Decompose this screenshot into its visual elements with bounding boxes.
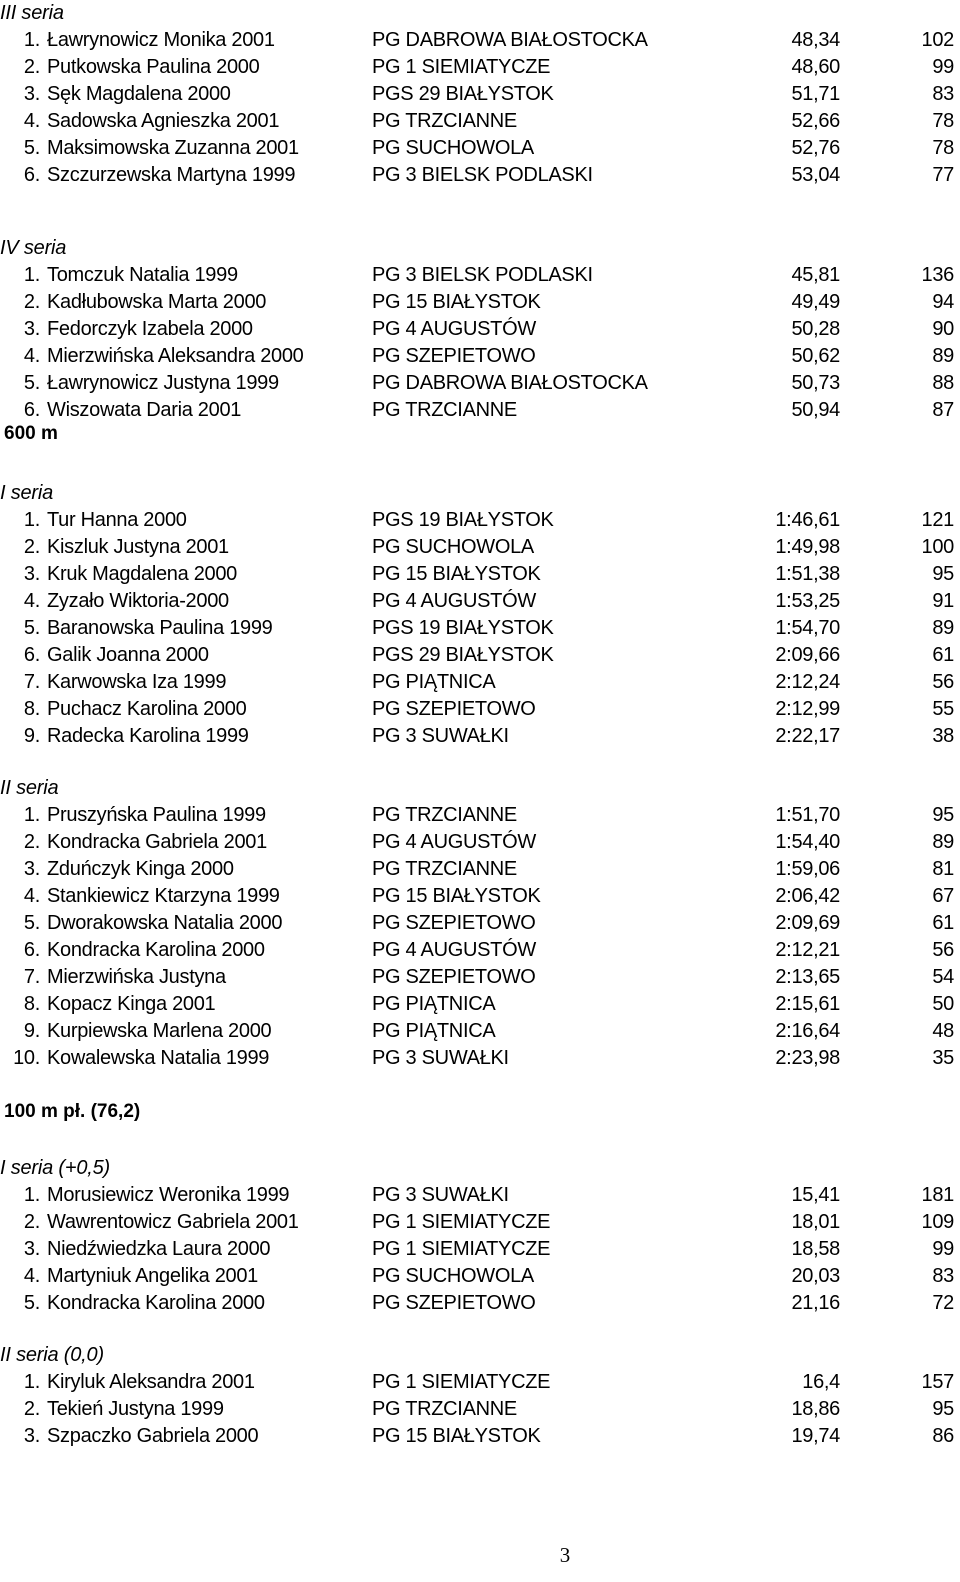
- event-title: 600 m: [4, 423, 58, 444]
- athlete-name: Kowalewska Natalia 1999: [47, 1047, 270, 1069]
- place-number: 7.: [23, 671, 40, 693]
- result-row: [0, 534, 960, 561]
- result-row: [0, 162, 960, 189]
- result-points: 181: [921, 1184, 954, 1206]
- athlete-name: Maksimowska Zuzanna 2001: [47, 137, 299, 159]
- result-points: 78: [932, 110, 954, 132]
- athlete-name: Puchacz Karolina 2000: [47, 698, 247, 720]
- result-points: 50: [932, 993, 954, 1015]
- athlete-name: Niedźwiedzka Laura 2000: [47, 1238, 271, 1260]
- result-time: 50,94: [791, 399, 840, 421]
- result-row: [0, 910, 960, 937]
- result-time: 2:16,64: [775, 1020, 840, 1042]
- club-name: PG 3 SUWAŁKI: [372, 1184, 509, 1206]
- result-time: 1:54,40: [775, 831, 840, 853]
- result-time: 2:22,17: [775, 725, 840, 747]
- series-title: III seria: [0, 2, 64, 24]
- athlete-name: Wiszowata Daria 2001: [47, 399, 242, 421]
- place-number: 5.: [23, 1292, 40, 1314]
- club-name: PG 3 BIELSK PODLASKI: [372, 164, 593, 186]
- result-points: 78: [932, 137, 954, 159]
- club-name: PG 4 AUGUSTÓW: [372, 939, 536, 961]
- athlete-name: Ławrynowicz Monika 2001: [47, 29, 275, 51]
- club-name: PG SZEPIETOWO: [372, 966, 536, 988]
- result-points: 94: [932, 291, 954, 313]
- club-name: PG SUCHOWOLA: [372, 137, 534, 159]
- result-row: [0, 696, 960, 723]
- result-time: 18,01: [791, 1211, 840, 1233]
- result-row: [0, 507, 960, 534]
- place-number: 2.: [23, 56, 40, 78]
- club-name: PG PIĄTNICA: [372, 993, 496, 1015]
- result-points: 54: [932, 966, 954, 988]
- place-number: 6.: [23, 939, 40, 961]
- event-title: 100 m pł. (76,2): [4, 1101, 141, 1122]
- result-points: 67: [932, 885, 954, 907]
- athlete-name: Mierzwińska Justyna: [47, 966, 226, 988]
- result-points: 109: [921, 1211, 954, 1233]
- athlete-name: Ławrynowicz Justyna 1999: [47, 372, 279, 394]
- result-row: [0, 81, 960, 108]
- result-time: 2:12,99: [775, 698, 840, 720]
- place-number: 5.: [23, 912, 40, 934]
- result-time: 45,81: [791, 264, 840, 286]
- athlete-name: Radecka Karolina 1999: [47, 725, 249, 747]
- result-points: 136: [921, 264, 954, 286]
- athlete-name: Morusiewicz Weronika 1999: [47, 1184, 290, 1206]
- result-points: 88: [932, 372, 954, 394]
- result-row: [0, 54, 960, 81]
- athlete-name: Tekień Justyna 1999: [47, 1398, 224, 1420]
- athlete-name: Sęk Magdalena 2000: [47, 83, 231, 105]
- place-number: 4.: [23, 345, 40, 367]
- place-number: 3.: [23, 1425, 40, 1447]
- result-time: 50,73: [791, 372, 840, 394]
- place-number: 4.: [23, 110, 40, 132]
- series-title: II seria (0,0): [0, 1344, 104, 1366]
- result-row: [0, 588, 960, 615]
- result-time: 1:53,25: [775, 590, 840, 612]
- result-row: [0, 642, 960, 669]
- athlete-name: Kopacz Kinga 2001: [47, 993, 216, 1015]
- result-row: [0, 316, 960, 343]
- result-time: 20,03: [791, 1265, 840, 1287]
- place-number: 3.: [23, 318, 40, 340]
- athlete-name: Kadłubowska Marta 2000: [47, 291, 267, 313]
- place-number: 1.: [23, 264, 40, 286]
- result-points: 89: [932, 345, 954, 367]
- series-title: I seria: [0, 482, 54, 504]
- result-points: 95: [932, 1398, 954, 1420]
- result-row: [0, 561, 960, 588]
- result-points: 56: [932, 671, 954, 693]
- athlete-name: Kondracka Karolina 2000: [47, 939, 265, 961]
- result-points: 87: [932, 399, 954, 421]
- place-number: 5.: [23, 137, 40, 159]
- result-row: [0, 262, 960, 289]
- place-number: 3.: [23, 858, 40, 880]
- result-points: 56: [932, 939, 954, 961]
- result-row: [0, 829, 960, 856]
- result-row: [0, 27, 960, 54]
- result-time: 2:13,65: [775, 966, 840, 988]
- place-number: 2.: [23, 536, 40, 558]
- athlete-name: Martyniuk Angelika 2001: [47, 1265, 259, 1287]
- result-row: [0, 615, 960, 642]
- place-number: 2.: [23, 1211, 40, 1233]
- place-number: 1.: [23, 804, 40, 826]
- club-name: PG TRZCIANNE: [372, 804, 517, 826]
- place-number: 8.: [23, 993, 40, 1015]
- athlete-name: Kiryluk Aleksandra 2001: [47, 1371, 255, 1393]
- athlete-name: Wawrentowicz Gabriela 2001: [47, 1211, 299, 1233]
- athlete-name: Kurpiewska Marlena 2000: [47, 1020, 272, 1042]
- result-row: [0, 108, 960, 135]
- club-name: PG 3 SUWAŁKI: [372, 725, 509, 747]
- result-time: 52,76: [791, 137, 840, 159]
- place-number: 2.: [23, 831, 40, 853]
- result-time: 1:46,61: [775, 509, 840, 531]
- club-name: PG 15 BIAŁYSTOK: [372, 563, 541, 585]
- result-points: 95: [932, 804, 954, 826]
- result-row: [0, 1182, 960, 1209]
- place-number: 4.: [23, 1265, 40, 1287]
- place-number: 3.: [23, 563, 40, 585]
- result-points: 90: [932, 318, 954, 340]
- club-name: PG TRZCIANNE: [372, 858, 517, 880]
- result-row: [0, 1369, 960, 1396]
- result-time: 50,62: [791, 345, 840, 367]
- result-row: [0, 289, 960, 316]
- club-name: PG 3 SUWAŁKI: [372, 1047, 509, 1069]
- place-number: 6.: [23, 164, 40, 186]
- club-name: PG PIĄTNICA: [372, 671, 496, 693]
- result-row: [0, 135, 960, 162]
- athlete-name: Szpaczko Gabriela 2000: [47, 1425, 259, 1447]
- club-name: PG TRZCIANNE: [372, 399, 517, 421]
- result-time: 49,49: [791, 291, 840, 313]
- result-time: 2:06,42: [775, 885, 840, 907]
- result-time: 1:54,70: [775, 617, 840, 639]
- result-time: 2:23,98: [775, 1047, 840, 1069]
- result-row: [0, 1045, 960, 1072]
- result-time: 2:12,24: [775, 671, 840, 693]
- result-time: 51,71: [791, 83, 840, 105]
- club-name: PGS 19 BIAŁYSTOK: [372, 509, 554, 531]
- club-name: PG 15 BIAŁYSTOK: [372, 1425, 541, 1447]
- result-points: 89: [932, 831, 954, 853]
- club-name: PG 4 AUGUSTÓW: [372, 590, 536, 612]
- place-number: 2.: [23, 1398, 40, 1420]
- club-name: PG SUCHOWOLA: [372, 536, 534, 558]
- result-time: 19,74: [791, 1425, 840, 1447]
- result-points: 38: [932, 725, 954, 747]
- place-number: 1.: [23, 29, 40, 51]
- result-points: 91: [932, 590, 954, 612]
- athlete-name: Mierzwińska Aleksandra 2000: [47, 345, 304, 367]
- place-number: 4.: [23, 885, 40, 907]
- club-name: PG SZEPIETOWO: [372, 345, 536, 367]
- series-title: I seria (+0,5): [0, 1157, 111, 1179]
- athlete-name: Stankiewicz Ktarzyna 1999: [47, 885, 280, 907]
- athlete-name: Kondracka Karolina 2000: [47, 1292, 265, 1314]
- club-name: PG 4 AUGUSTÓW: [372, 831, 536, 853]
- place-number: 7.: [23, 966, 40, 988]
- place-number: 2.: [23, 291, 40, 313]
- result-row: [0, 856, 960, 883]
- club-name: PG SZEPIETOWO: [372, 698, 536, 720]
- club-name: PG 4 AUGUSTÓW: [372, 318, 536, 340]
- result-points: 100: [921, 536, 954, 558]
- result-time: 1:51,38: [775, 563, 840, 585]
- athlete-name: Tomczuk Natalia 1999: [47, 264, 238, 286]
- result-row: [0, 397, 960, 424]
- place-number: 8.: [23, 698, 40, 720]
- place-number: 6.: [23, 399, 40, 421]
- result-points: 102: [921, 29, 954, 51]
- result-row: [0, 802, 960, 829]
- result-time: 48,60: [791, 56, 840, 78]
- series-title: II seria: [0, 777, 59, 799]
- club-name: PG SUCHOWOLA: [372, 1265, 534, 1287]
- place-number: 10.: [13, 1047, 40, 1069]
- result-time: 2:15,61: [775, 993, 840, 1015]
- athlete-name: Kiszluk Justyna 2001: [47, 536, 229, 558]
- result-row: [0, 1018, 960, 1045]
- result-time: 2:12,21: [775, 939, 840, 961]
- club-name: PG 1 SIEMIATYCZE: [372, 1211, 551, 1233]
- result-points: 48: [932, 1020, 954, 1042]
- page-number: 3: [559, 1543, 571, 1567]
- athlete-name: Dworakowska Natalia 2000: [47, 912, 283, 934]
- athlete-name: Kruk Magdalena 2000: [47, 563, 237, 585]
- club-name: PG SZEPIETOWO: [372, 912, 536, 934]
- athlete-name: Baranowska Paulina 1999: [47, 617, 273, 639]
- result-points: 72: [932, 1292, 954, 1314]
- place-number: 9.: [23, 725, 40, 747]
- result-row: [0, 1290, 960, 1317]
- result-points: 99: [932, 56, 954, 78]
- place-number: 4.: [23, 590, 40, 612]
- club-name: PG 1 SIEMIATYCZE: [372, 1371, 551, 1393]
- place-number: 5.: [23, 617, 40, 639]
- result-time: 50,28: [791, 318, 840, 340]
- club-name: PG DABROWA BIAŁOSTOCKA: [372, 372, 648, 394]
- result-row: [0, 937, 960, 964]
- result-time: 48,34: [791, 29, 840, 51]
- athlete-name: Zyzało Wiktoria-2000: [47, 590, 229, 612]
- result-row: [0, 1396, 960, 1423]
- club-name: PG PIĄTNICA: [372, 1020, 496, 1042]
- result-time: 16,4: [802, 1371, 840, 1393]
- place-number: 6.: [23, 644, 40, 666]
- place-number: 1.: [23, 1371, 40, 1393]
- result-points: 83: [932, 83, 954, 105]
- club-name: PG 15 BIAŁYSTOK: [372, 291, 541, 313]
- club-name: PG 15 BIAŁYSTOK: [372, 885, 541, 907]
- result-row: [0, 1423, 960, 1450]
- place-number: 3.: [23, 83, 40, 105]
- athlete-name: Zduńczyk Kinga 2000: [47, 858, 234, 880]
- result-row: [0, 1209, 960, 1236]
- result-points: 61: [932, 912, 954, 934]
- result-time: 2:09,69: [775, 912, 840, 934]
- result-points: 55: [932, 698, 954, 720]
- result-points: 77: [932, 164, 954, 186]
- club-name: PG 3 BIELSK PODLASKI: [372, 264, 593, 286]
- result-time: 21,16: [791, 1292, 840, 1314]
- result-row: [0, 343, 960, 370]
- result-row: [0, 1263, 960, 1290]
- result-time: 15,41: [791, 1184, 840, 1206]
- result-row: [0, 669, 960, 696]
- result-row: [0, 964, 960, 991]
- result-time: 18,58: [791, 1238, 840, 1260]
- result-points: 35: [932, 1047, 954, 1069]
- club-name: PGS 29 BIAŁYSTOK: [372, 644, 554, 666]
- athlete-name: Sadowska Agnieszka 2001: [47, 110, 280, 132]
- athlete-name: Tur Hanna 2000: [47, 509, 187, 531]
- result-time: 1:51,70: [775, 804, 840, 826]
- athlete-name: Putkowska Paulina 2000: [47, 56, 260, 78]
- athlete-name: Pruszyńska Paulina 1999: [47, 804, 266, 826]
- series-title: IV seria: [0, 237, 67, 259]
- result-points: 89: [932, 617, 954, 639]
- club-name: PG 1 SIEMIATYCZE: [372, 1238, 551, 1260]
- place-number: 1.: [23, 1184, 40, 1206]
- result-points: 95: [932, 563, 954, 585]
- place-number: 5.: [23, 372, 40, 394]
- athlete-name: Kondracka Gabriela 2001: [47, 831, 267, 853]
- result-time: 52,66: [791, 110, 840, 132]
- place-number: 1.: [23, 509, 40, 531]
- club-name: PGS 29 BIAŁYSTOK: [372, 83, 554, 105]
- result-points: 83: [932, 1265, 954, 1287]
- club-name: PG 1 SIEMIATYCZE: [372, 56, 551, 78]
- result-points: 157: [921, 1371, 954, 1393]
- result-points: 61: [932, 644, 954, 666]
- result-points: 121: [921, 509, 954, 531]
- result-row: [0, 370, 960, 397]
- club-name: PG DABROWA BIAŁOSTOCKA: [372, 29, 648, 51]
- result-points: 81: [932, 858, 954, 880]
- club-name: PG SZEPIETOWO: [372, 1292, 536, 1314]
- result-row: [0, 883, 960, 910]
- result-points: 99: [932, 1238, 954, 1260]
- athlete-name: Szczurzewska Martyna 1999: [47, 164, 296, 186]
- result-time: 53,04: [791, 164, 840, 186]
- athlete-name: Karwowska Iza 1999: [47, 671, 227, 693]
- place-number: 3.: [23, 1238, 40, 1260]
- result-time: 1:49,98: [775, 536, 840, 558]
- result-points: 86: [932, 1425, 954, 1447]
- result-row: [0, 991, 960, 1018]
- result-time: 18,86: [791, 1398, 840, 1420]
- club-name: PG TRZCIANNE: [372, 110, 517, 132]
- result-time: 2:09,66: [775, 644, 840, 666]
- club-name: PG TRZCIANNE: [372, 1398, 517, 1420]
- result-time: 1:59,06: [775, 858, 840, 880]
- result-row: [0, 1236, 960, 1263]
- club-name: PGS 19 BIAŁYSTOK: [372, 617, 554, 639]
- athlete-name: Fedorczyk Izabela 2000: [47, 318, 253, 340]
- athlete-name: Galik Joanna 2000: [47, 644, 209, 666]
- result-row: [0, 723, 960, 750]
- place-number: 9.: [23, 1020, 40, 1042]
